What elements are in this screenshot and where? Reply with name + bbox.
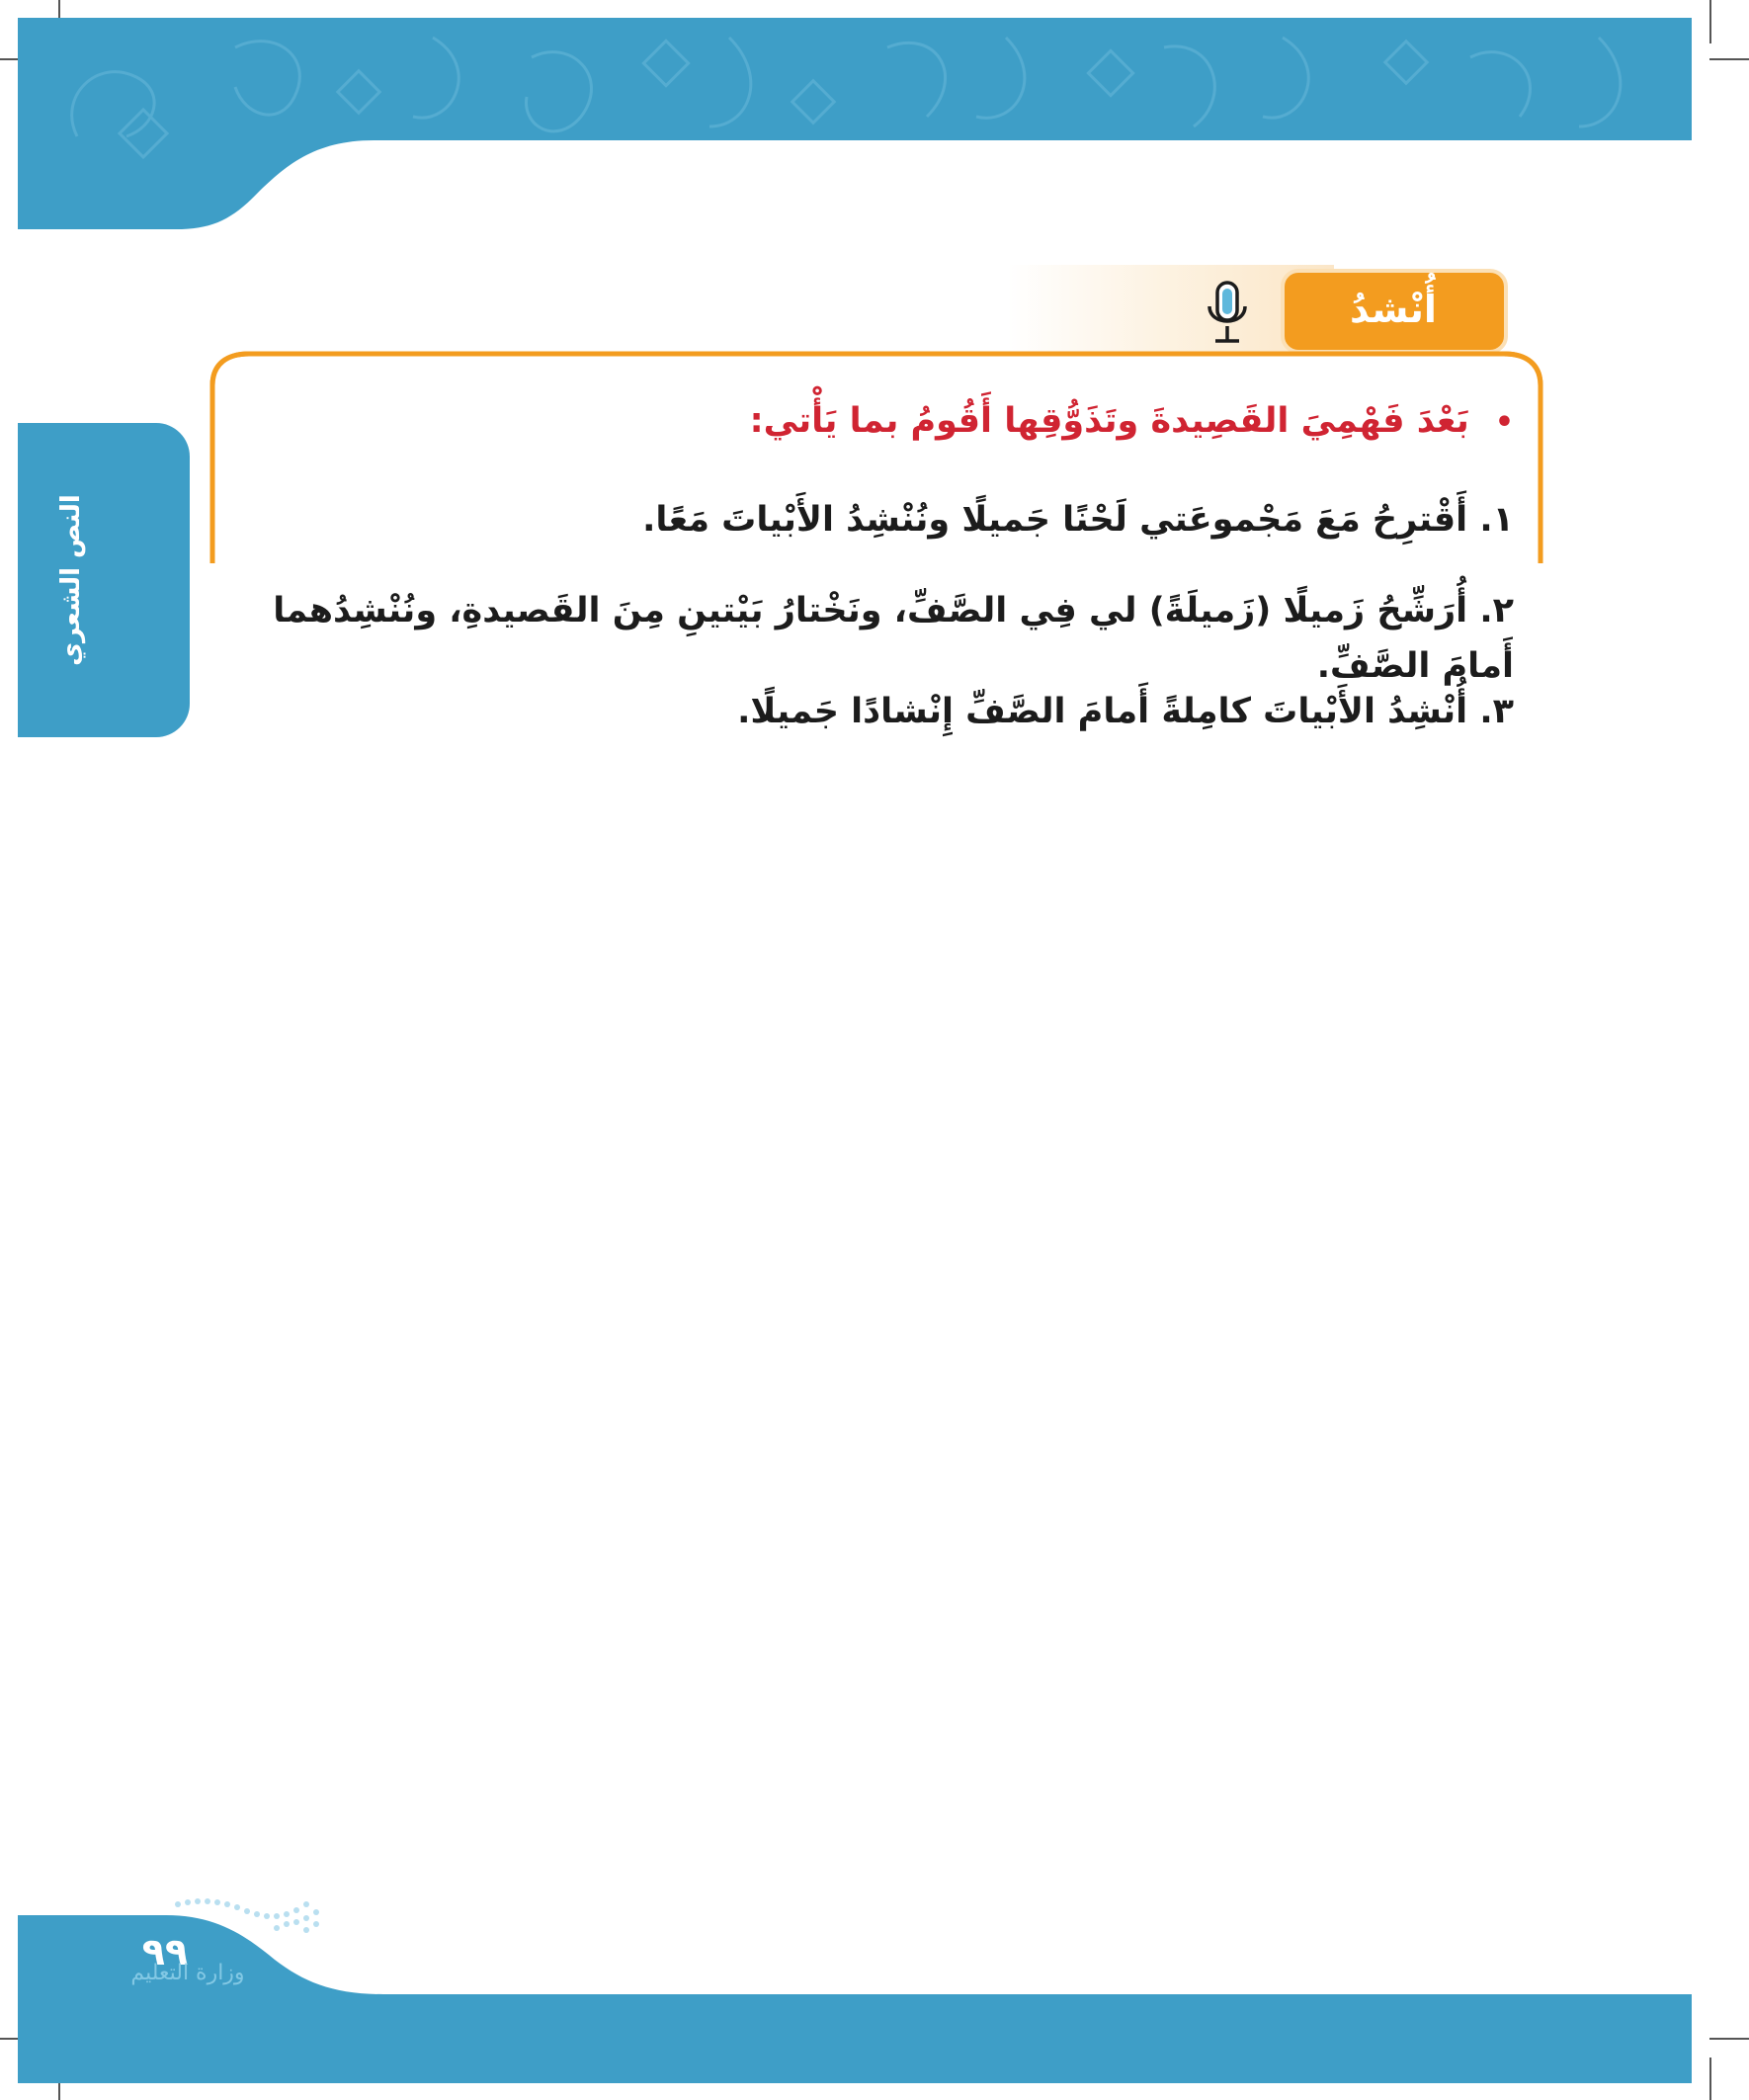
bullet-icon: • — [1494, 405, 1514, 440]
list-item: ١. أَقْترِحُ مَعَ مَجْموعَتي لَحْنًا جَميلًا ونُنْشِدُ الأَبْياتَ مَعًا. — [642, 500, 1514, 540]
list-item: ٣. أُنْشِدُ الأَبْياتَ كامِلةً أَمامَ الصَّفِّ إِنْشادًا جَميلًا. — [737, 692, 1514, 731]
crop-mark — [1709, 58, 1749, 60]
instruction-intro-text: بَعْدَ فَهْمِيَ القَصِيدةَ وتَذَوُّقِها أَقُومُ بما يَأْتي: — [749, 401, 1469, 441]
crop-mark — [1709, 2038, 1749, 2040]
chapter-side-tab-label: النص الشعري — [56, 494, 86, 666]
list-item: ٢. أُرَشِّحُ زَميلًا (زَميلَةً) لي فِي الصَّفِّ، ونَخْتارُ بَيْتينِ مِنَ القَصيدةِ، ونُنْشِدُهما أَمامَ الصَّفِّ. — [273, 591, 1514, 686]
instruction-intro — [237, 393, 1514, 451]
header-band — [18, 18, 1692, 229]
page-number: ٩٩ — [141, 1930, 189, 1974]
ministry-name: وزارة التعليم — [130, 1961, 245, 1985]
chapter-side-tab — [18, 423, 190, 737]
crop-mark — [1709, 2058, 1711, 2100]
microphone-icon — [1204, 279, 1251, 348]
section-title: أُنْشدُ — [1350, 288, 1437, 331]
crop-mark — [1709, 0, 1711, 43]
